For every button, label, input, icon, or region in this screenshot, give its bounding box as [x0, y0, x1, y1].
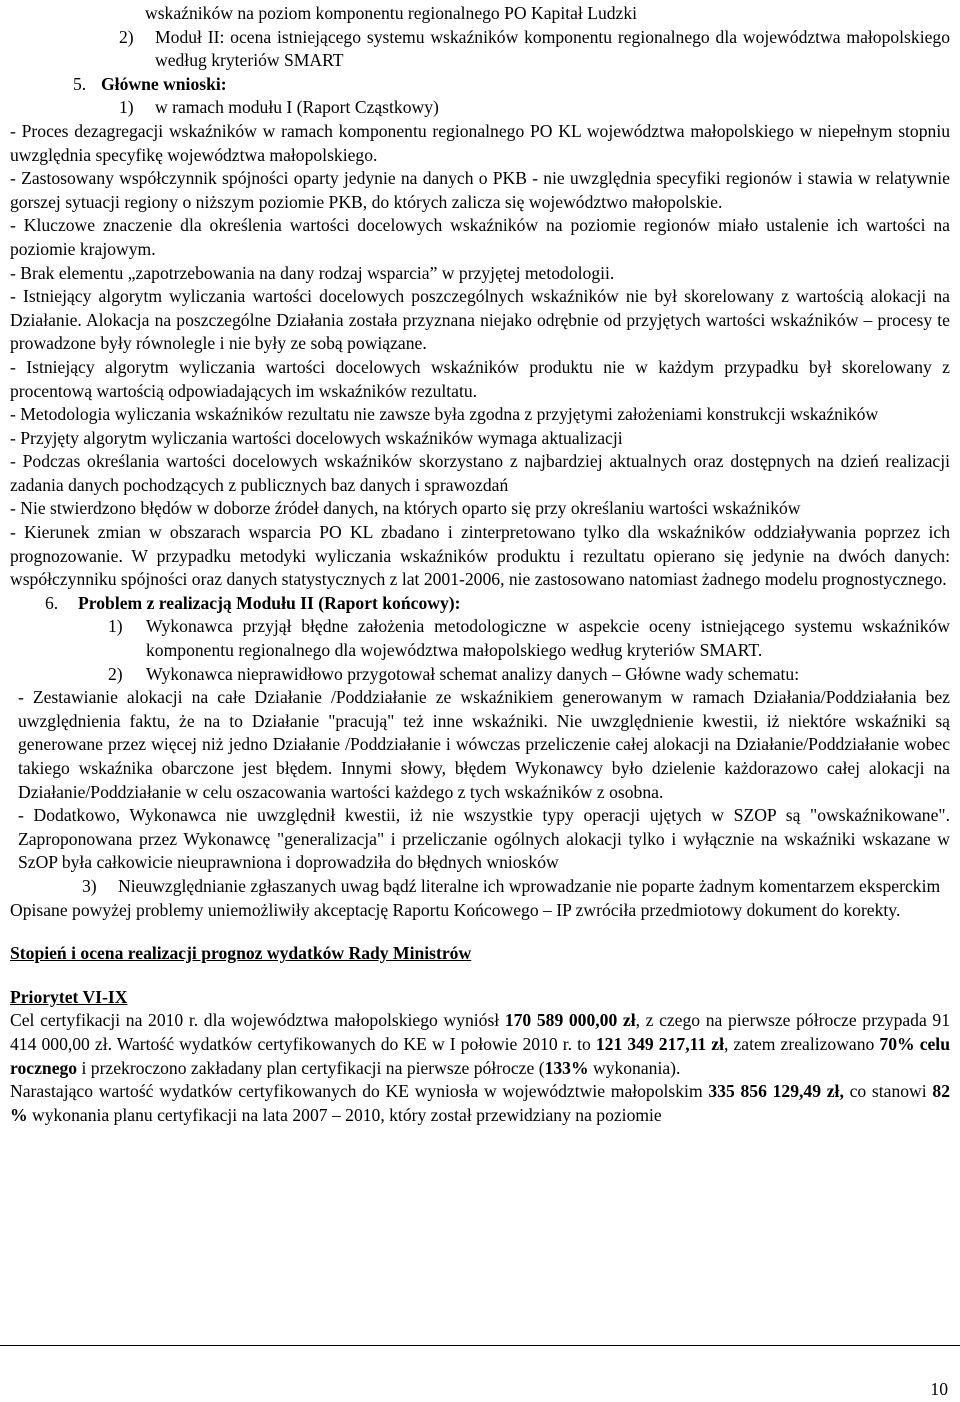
subitem-1-text: w ramach modułu I (Raport Cząstkowy) — [155, 97, 439, 118]
item-2-text: Wykonawca nieprawidłowo przygotował schemat analizy danych – Główne wady schematu: — [146, 663, 800, 684]
text-run: i przekroczono zakładany plan certyfikacji na pierwsze półrocze ( — [77, 1057, 545, 1078]
conclusion-paragraph: - Kierunek zmian w obszarach wsparcia PO KL zbadano i zinterpretowano tylko dla wskaźników oddziaływania poprzez ich prognozowanie. W przypadku metodyki wyliczania wskaźników produktu i rezultatu opierano się jedynie na dwóch danych: współczynniku spójności oraz danych statystycznych z lat 2001-2006, nie zastosowano natomiast żadnego modelu prognostycznego. — [10, 522, 950, 590]
text-run: wykonania planu certyfikacji na lata 2007 – 2010, który został przewidziany na poziomie — [27, 1104, 662, 1125]
section-5-number: 5. — [73, 73, 87, 94]
percent-annual-goal: 70% celu rocznego — [10, 1033, 950, 1078]
subitem-1-number: 1) — [119, 97, 134, 118]
cumulative-paragraph — [10, 1080, 950, 1127]
spacer — [10, 966, 950, 986]
text-run: wykonania). — [588, 1057, 681, 1078]
page-content — [10, 2, 950, 1127]
conclusion-paragraph: - Istniejący algorytm wyliczania wartości docelowych poszczególnych wskaźników nie był skorelowany z wartością alokacji na Działanie. Alokacja na poszczególne Działania została przyznana niejako odrębnie od przyjętych wartości wskaźników – procesy te prowadzone były równolegle i nie były ze sobą powiązane. — [10, 286, 950, 354]
module-2-item — [10, 26, 950, 73]
conclusion-paragraph: - Podczas określania wartości docelowych wskaźników skorzystano z najbardziej aktualnych oraz dostępnych na dzień realizacji zadania danych pochodzących z publicznych baz danych i sprawozdań — [10, 451, 950, 495]
defect-paragraph: - Zestawianie alokacji na całe Działanie /Poddziałanie ze wskaźnikiem generowanym w ramach Działania/Poddziałania bez uwzględnienia faktu, że na to Działanie "pracują" też inne wskaźniki. Nie uwzględnienie kwestii, iż niektóre wskaźniki są generowane przez więcej niż jedno Działanie /Poddziałanie i wówczas przeliczenie całej alokacji na Działanie/Poddziałanie wobec takiego wskaźnika obarczone jest błędem. Innymi słowy, błędem Wykonawcy było dzielenie każdorazowo całej alokacji na Działanie/Poddziałanie w celu oszacowania wartości każdego z tych wskaźników z osobna. — [18, 687, 950, 802]
conclusion-paragraph: - Metodologia wyliczania wskaźników rezultatu nie zawsze była zgodna z przyjętymi założeniami konstrukcji wskaźników — [10, 404, 879, 425]
conclusion-paragraph: - Brak elementu „zapotrzebowania na dany rodzaj wsparcia” w przyjętej metodologii. — [10, 262, 615, 283]
conclusion-paragraph: - Przyjęty algorytm wyliczania wartości docelowych wskaźników wymaga aktualizacji — [10, 427, 623, 448]
closing-paragraph: Opisane powyżej problemy uniemożliwiły akceptację Raportu Końcowego – IP zwróciła przedmiotowy dokument do korekty. — [10, 899, 901, 920]
text-run: , z czego na pierwsze półrocze przypada 91 414 000,00 zł. Wartość wydatków certyfikowanych do KE w I połowie 2010 r. to — [10, 1010, 951, 1054]
item-3-number: 3) — [82, 875, 97, 896]
section-6-number: 6. — [45, 592, 59, 613]
continuation-line: wskaźników na poziom komponentu regionalnego PO Kapitał Ludzki — [145, 3, 638, 23]
conclusion-paragraph: - Zastosowany współczynnik spójności oparty jedynie na danych o PKB - nie uwzględnia specyfiki regionów i stawia w relatywnie gorszej sytuacji regiony o niższym poziomie PKB, do których zalicza się województwo małopolskie. — [10, 168, 950, 212]
conclusion-paragraph: - Kluczowe znaczenie dla określenia wartości docelowych wskaźników na poziomie regionów miało ustalenie ich wartości na poziomie krajowym. — [10, 215, 950, 259]
item-1-number: 1) — [108, 616, 123, 637]
conclusion-paragraph: - Nie stwierdzono błędów w doborze źródeł danych, na których oparto się przy określaniu wartości wskaźników — [10, 498, 801, 519]
percent-plan: 82 % — [10, 1081, 950, 1125]
amount-annual-target: 170 589 000,00 zł — [504, 1010, 636, 1031]
certification-paragraph — [10, 1009, 950, 1080]
item-3-text: Nieuwzględnianie zgłaszanych uwag bądź literalne ich wprowadzanie nie poparte żadnym komentarzem eksperckim — [118, 875, 941, 896]
module-2-number: 2) — [119, 26, 134, 47]
amount-cumulative: 335 856 129,49 zł, — [708, 1081, 844, 1102]
spacer — [10, 922, 950, 942]
section-6-heading — [10, 592, 950, 616]
item-2-number: 2) — [108, 663, 123, 684]
percent-half-year: 133% — [544, 1057, 589, 1078]
section-5-heading — [10, 73, 950, 97]
page-number: 10 — [930, 1379, 948, 1399]
text-run: , zatem zrealizowano — [724, 1033, 880, 1054]
footer-rule — [0, 1345, 960, 1348]
section-5-subitem-1 — [10, 96, 950, 120]
amount-certified-h1: 121 349 217,11 zł — [595, 1033, 724, 1054]
forecast-heading: Stopień i ocena realizacji prognoz wydatków Rady Ministrów — [10, 943, 472, 964]
section-6-item-2 — [10, 663, 950, 687]
text-run: co stanowi — [843, 1081, 933, 1102]
text-run: Cel certyfikacji na 2010 r. dla województwa małopolskiego wyniósł — [10, 1010, 505, 1031]
text-run: Narastająco wartość wydatków certyfikowanych do KE wyniosła w województwie małopolskim — [10, 1081, 709, 1102]
section-6-item-3 — [10, 875, 950, 899]
item-1-text: Wykonawca przyjął błędne założenia metodologiczne w aspekcie oceny istniejącego systemu wskaźników komponentu regionalnego dla województwa małopolskiego według kryteriów SMART. — [146, 616, 950, 661]
priority-heading: Priorytet VI-IX — [10, 986, 128, 1007]
conclusion-paragraph: - Istniejący algorytm wyliczania wartości docelowych wskaźników produktu nie w każdym przypadku był skorelowany z procentową wartością odpowiadających im wskaźników rezultatu. — [10, 356, 950, 401]
conclusion-paragraph: - Proces dezagregacji wskaźników w ramach komponentu regionalnego PO KL województwa małopolskiego w niepełnym stopniu uwzględnia specyfikę województwa małopolskiego. — [10, 120, 950, 165]
section-6-item-1 — [10, 615, 950, 662]
defect-paragraph: - Dodatkowo, Wykonawca nie uwzględnił kwestii, iż nie wszystkie typy operacji ujętych w SZOP są "owskaźnikowane". Zaproponowana przez Wykonawcę "generalizacja" i przeliczanie ogólnych alokacji tylko i wyłącznie na wskaźniki wskazane w SzOP była całkowicie nieuprawniona i doprowadziła do błędnych wniosków — [18, 805, 950, 873]
section-5-title: Główne wnioski: — [101, 73, 227, 94]
section-6-title: Problem z realizacją Modułu II (Raport końcowy): — [78, 592, 461, 613]
module-2-text: Moduł II: ocena istniejącego systemu wskaźników komponentu regionalnego dla województwa małopolskiego według kryteriów SMART — [155, 26, 950, 71]
